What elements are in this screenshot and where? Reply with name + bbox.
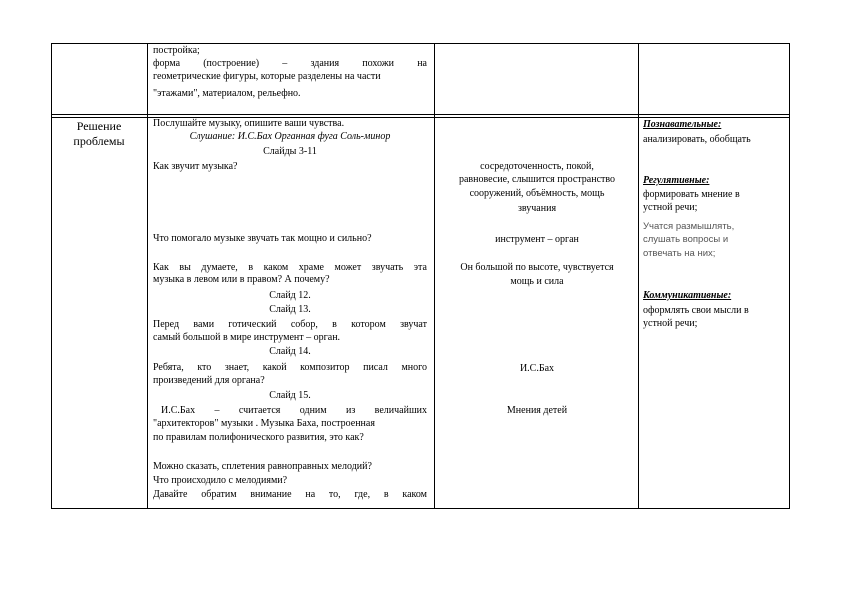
cathedral-text: Перед вами готический собор, в котором звучат	[153, 319, 427, 330]
row1-line: форма (построение) – здания похожи на	[153, 58, 427, 69]
answer-temple: Он большой по высоте, чувствуется	[460, 262, 614, 273]
bach-text: И.С.Бах – считается одним из величайших	[161, 405, 427, 416]
question-sound: Как звучит музыка?	[153, 161, 238, 172]
bach-text: "архитекторов" музыки . Музыка Баха, построенная	[153, 418, 375, 429]
answer-power: инструмент – орган	[495, 234, 579, 245]
question-composer: произведений для органа?	[153, 375, 265, 386]
communicative-text: оформлять свои мысли в	[643, 305, 749, 316]
bach-text: по правилам полифонического развития, это как?	[153, 432, 364, 443]
listening-title: Слушание: И.С.Бах Органная фуга Соль-минор	[189, 131, 391, 142]
row1-line: геометрические фигуры, которые разделены на части	[153, 71, 381, 82]
column-divider-3	[638, 43, 639, 509]
last-line: Давайте обратим внимание на то, где, в каком	[153, 489, 427, 500]
table-top-border	[51, 43, 790, 44]
regulatory-text: формировать мнение в	[643, 189, 740, 200]
stage-title: проблемы	[73, 134, 125, 148]
regulatory-title: Регулятивные:	[643, 175, 710, 186]
stage-title: Решение	[76, 119, 122, 133]
question-temple: Как вы думаете, в каком храме может звучать эта	[153, 262, 427, 273]
lesson-table	[51, 43, 790, 509]
column-divider-1	[147, 43, 148, 509]
answer-sound: звучания	[517, 203, 557, 214]
slide-label: Слайд 15.	[269, 390, 311, 401]
question-power: Что помогало музыке звучать так мощно и сильно?	[153, 233, 372, 244]
regulatory-extra: слушать вопросы и	[643, 234, 729, 245]
row1-line: "этажами", материалом, рельефно.	[153, 88, 301, 99]
answer-temple: мощь и сила	[510, 276, 564, 287]
regulatory-extra: Учатся размышлять,	[643, 221, 735, 232]
answer-sound: равновесие, слышится пространство	[458, 174, 616, 185]
question-weaving: Можно сказать, сплетения равноправных мелодий?	[153, 461, 372, 472]
cognitive-text: анализировать, обобщать	[643, 134, 751, 145]
communicative-text: устной речи;	[643, 318, 698, 329]
question-composer: Ребята, кто знает, какой композитор писал много	[153, 362, 427, 373]
row-divider	[51, 114, 790, 115]
question-temple: музыка в левом или в правом? А почему?	[153, 274, 330, 285]
column-divider-2	[434, 43, 435, 509]
question-melodies: Что происходило с мелодиями?	[153, 475, 288, 486]
row1-line: постройка;	[153, 45, 200, 56]
answer-opinions: Мнения детей	[506, 405, 568, 416]
slide-label: Слайд 13.	[269, 304, 311, 315]
table-right-border	[789, 43, 790, 509]
cathedral-text: самый большой в мире инструмент – орган.	[153, 332, 341, 343]
teacher-intro: Послушайте музыку, опишите ваши чувства.	[153, 118, 345, 129]
slides-label: Слайды 3-11	[263, 146, 317, 157]
answer-sound: сооружений, объёмность, мощь	[469, 188, 605, 199]
table-bottom-border	[51, 508, 790, 509]
communicative-title: Коммуникативные:	[643, 290, 732, 301]
regulatory-text: устной речи;	[643, 202, 698, 213]
cognitive-title: Познавательные:	[643, 119, 722, 130]
slide-label: Слайд 12.	[269, 290, 311, 301]
table-left-border	[51, 43, 52, 509]
answer-sound: сосредоточенность, покой,	[480, 161, 594, 172]
slide-label: Слайд 14.	[269, 346, 311, 357]
answer-composer: И.С.Бах	[519, 363, 555, 374]
regulatory-extra: отвечать на них;	[643, 248, 716, 259]
